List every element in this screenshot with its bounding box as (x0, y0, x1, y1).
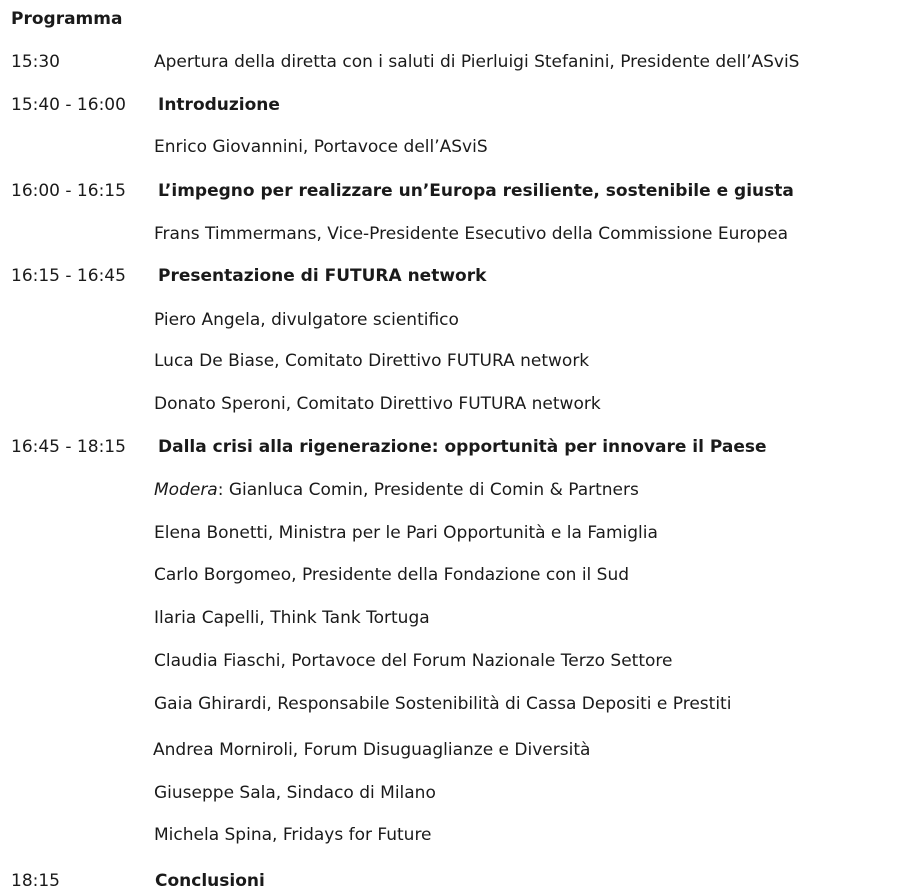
session-title: Presentazione di FUTURA network (158, 266, 487, 286)
speaker-item: Claudia Fiaschi, Portavoce del Forum Nazionale Terzo Settore (154, 651, 673, 671)
moderator-item (154, 479, 639, 501)
speaker-item: Andrea Morniroli, Forum Disuguaglianze e Diversità (153, 740, 591, 760)
speaker-item: Gaia Ghirardi, Responsabile Sostenibilità di Cassa Depositi e Prestiti (154, 694, 732, 714)
speaker-item: Ilaria Capelli, Think Tank Tortuga (154, 608, 430, 628)
speaker-item: Frans Timmermans, Vice-Presidente Esecutivo della Commissione Europea (154, 224, 789, 244)
session-title: Conclusioni (155, 871, 265, 891)
moderator-label: Modera (154, 480, 218, 500)
session-title: Dalla crisi alla rigenerazione: opportunità per innovare il Paese (158, 437, 767, 457)
time-slot: 15:30 (11, 52, 60, 72)
speaker-item: Donato Speroni, Comitato Direttivo FUTURA network (154, 394, 601, 414)
time-slot: 16:45 - 18:15 (11, 437, 126, 457)
programme-item: Apertura della diretta con i saluti di Pierluigi Stefanini, Presidente dell’ASviS (154, 52, 800, 72)
time-slot: 16:15 - 16:45 (11, 266, 126, 286)
speaker-item: Piero Angela, divulgatore scientifico (154, 310, 459, 330)
time-slot: 18:15 (11, 871, 60, 891)
speaker-item: Carlo Borgomeo, Presidente della Fondazione con il Sud (154, 565, 630, 585)
speaker-item: Enrico Giovannini, Portavoce dell’ASviS (154, 137, 488, 157)
speaker-item: Luca De Biase, Comitato Direttivo FUTURA network (154, 351, 590, 371)
session-title: Introduzione (158, 95, 280, 115)
programme-heading: Programma (11, 9, 123, 29)
time-slot: 16:00 - 16:15 (11, 181, 126, 201)
moderator-text: : Gianluca Comin, Presidente di Comin & Partners (217, 480, 639, 500)
speaker-item: Michela Spina, Fridays for Future (154, 825, 432, 845)
time-slot: 15:40 - 16:00 (11, 95, 126, 115)
speaker-item: Elena Bonetti, Ministra per le Pari Opportunità e la Famiglia (154, 523, 658, 543)
session-title: L’impegno per realizzare un’Europa resiliente, sostenibile e giusta (158, 181, 794, 201)
speaker-item: Giuseppe Sala, Sindaco di Milano (154, 783, 436, 803)
